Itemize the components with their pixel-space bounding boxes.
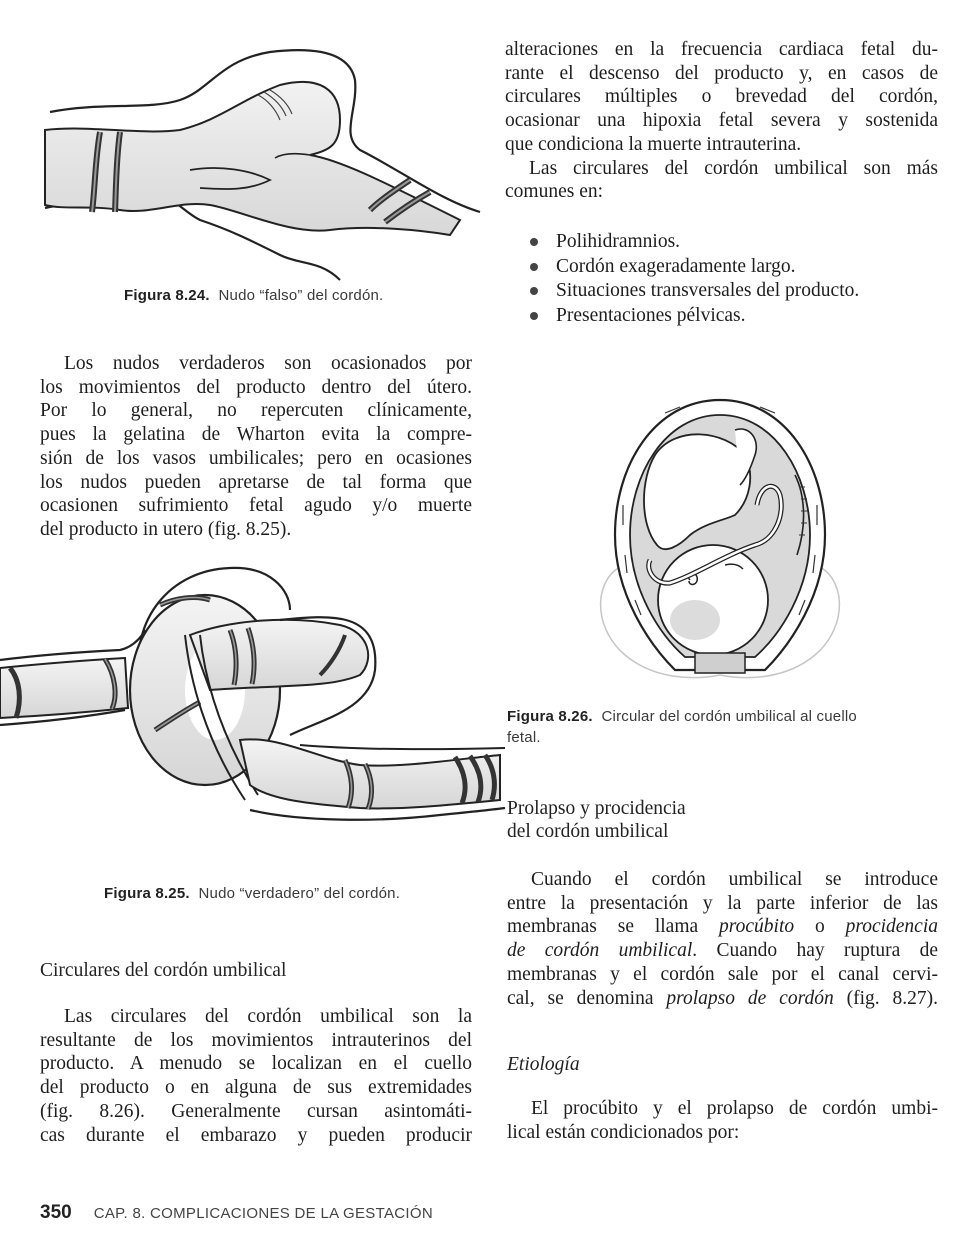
figure-caption-text-line2: fetal.: [507, 729, 541, 746]
text-line: El procúbito y el prolapso de cordón umbi-: [531, 1098, 938, 1119]
text-run: o: [794, 916, 846, 938]
heading-line: del cordón umbilical: [507, 821, 669, 842]
paragraph-circulares: [40, 1005, 472, 1147]
text-line: los nudos pueden apretarse de tal forma que: [40, 471, 472, 493]
text-line: (fig. 8.26). Generalmente cursan asintomáti-: [40, 1100, 472, 1122]
paragraph-etiologia: [507, 1097, 938, 1144]
figure-label: Figura 8.25.: [104, 885, 190, 902]
text-line: producto. A menudo se localizan en el cuello: [40, 1053, 472, 1075]
heading-line: Prolapso y procidencia: [507, 798, 686, 819]
text-line: resultante de los movimientos intrauterinos del: [40, 1029, 472, 1051]
text-run: (fig. 8.27).: [833, 987, 938, 1009]
text-line: lical están condicionados por:: [507, 1121, 740, 1143]
bullet-icon: [530, 287, 538, 295]
text-run: cal, se denomina: [507, 987, 667, 1009]
text-line: pues la gelatina de Wharton evita la compre-: [40, 424, 472, 446]
term-prolapso-de-cordon: prolapso de cordón: [666, 987, 834, 1009]
list-item-text: Presentaciones pélvicas.: [556, 304, 746, 326]
running-title: CAP. 8. COMPLICACIONES DE LA GESTACIÓN: [93, 1205, 433, 1222]
bullet-icon: [530, 238, 538, 246]
figure-8-25-caption: [104, 885, 400, 902]
text-line: que condiciona la muerte intrauterina.: [505, 133, 802, 155]
text-run: membranas se llama: [507, 916, 719, 938]
paragraph-prolapso: [507, 868, 938, 1010]
text-line: Cuando el cordón umbilical se introduce: [531, 869, 938, 890]
figure-label: Figura 8.24.: [124, 287, 210, 304]
paragraph-nudos-verdaderos: [40, 352, 472, 542]
figure-8-24-caption: [124, 287, 383, 304]
figure-8-26-illustration: [585, 395, 855, 685]
text-line: [507, 987, 938, 1011]
text-line: ocasionar una hipoxia fetal severa y sostenida: [505, 110, 938, 132]
list-item-text: Polihidramnios.: [556, 231, 681, 252]
text-line: sión de los vasos umbilicales; pero en ocasiones: [40, 447, 472, 469]
list-item: [530, 279, 950, 304]
text-line: circulares múltiples o brevedad del cordón,: [505, 86, 938, 108]
text-line: del producto o en alguna de sus extremidades: [40, 1077, 472, 1099]
figure-caption-text: Circular del cordón umbilical al cuello: [601, 708, 857, 725]
text-run: . Cuando hay ruptura de: [692, 940, 938, 962]
text-line: entre la presentación y la parte inferior de las: [507, 892, 938, 914]
text-line: membranas y el cordón sale por el canal cervi-: [507, 963, 938, 985]
list-item-text: Cordón exageradamente largo.: [556, 255, 796, 277]
page-number: 350: [40, 1202, 72, 1223]
text-line: Los nudos verdaderos son ocasionados por: [64, 353, 472, 374]
text-line: [507, 939, 938, 963]
term-procidencia: procidencia: [845, 916, 938, 938]
list-item-text: Situaciones transversales del producto.: [556, 280, 860, 301]
section-heading-etiologia: Etiología: [507, 1054, 580, 1075]
list-item: [530, 304, 950, 329]
section-heading-prolapso: [507, 797, 686, 843]
figure-8-25-illustration: [0, 560, 510, 830]
bullet-icon: [530, 263, 538, 271]
bullet-list-common-causes: [530, 230, 950, 328]
text-line: comunes en:: [505, 181, 604, 203]
term-procubito: procúbito: [719, 916, 795, 938]
text-line: los movimientos del producto dentro del útero.: [40, 376, 472, 398]
text-line: [507, 915, 938, 939]
text-line: Las circulares del cordón umbilical son más: [529, 157, 938, 179]
figure-caption-text: Nudo “verdadero” del cordón.: [198, 885, 401, 902]
list-item: [530, 255, 950, 280]
figure-label: Figura 8.26.: [507, 708, 593, 725]
text-line: ocasionen sufrimiento fetal agudo y/o muerte: [40, 495, 472, 517]
text-line: alteraciones en la frecuencia cardiaca fetal du-: [505, 39, 938, 60]
term-cordon-umbilical: de cordón umbilical: [507, 940, 693, 962]
bullet-icon: [530, 312, 538, 320]
text-line: Las circulares del cordón umbilical son la: [64, 1006, 472, 1027]
text-line: rante el descenso del producto y, en casos de: [505, 62, 938, 84]
text-line: cas durante el embarazo y pueden producir: [40, 1124, 472, 1146]
figure-8-26-caption: [507, 706, 947, 748]
text-line: del producto in utero (fig. 8.25).: [40, 518, 292, 540]
figure-8-24-illustration: [40, 40, 480, 270]
text-line: Por lo general, no repercuten clínicamente,: [40, 400, 472, 422]
section-heading-circulares: Circulares del cordón umbilical: [40, 960, 287, 981]
list-item: [530, 230, 950, 255]
paragraph-continued: [505, 38, 938, 204]
page-footer: [40, 1202, 433, 1224]
figure-caption-text: Nudo “falso” del cordón.: [218, 287, 384, 304]
